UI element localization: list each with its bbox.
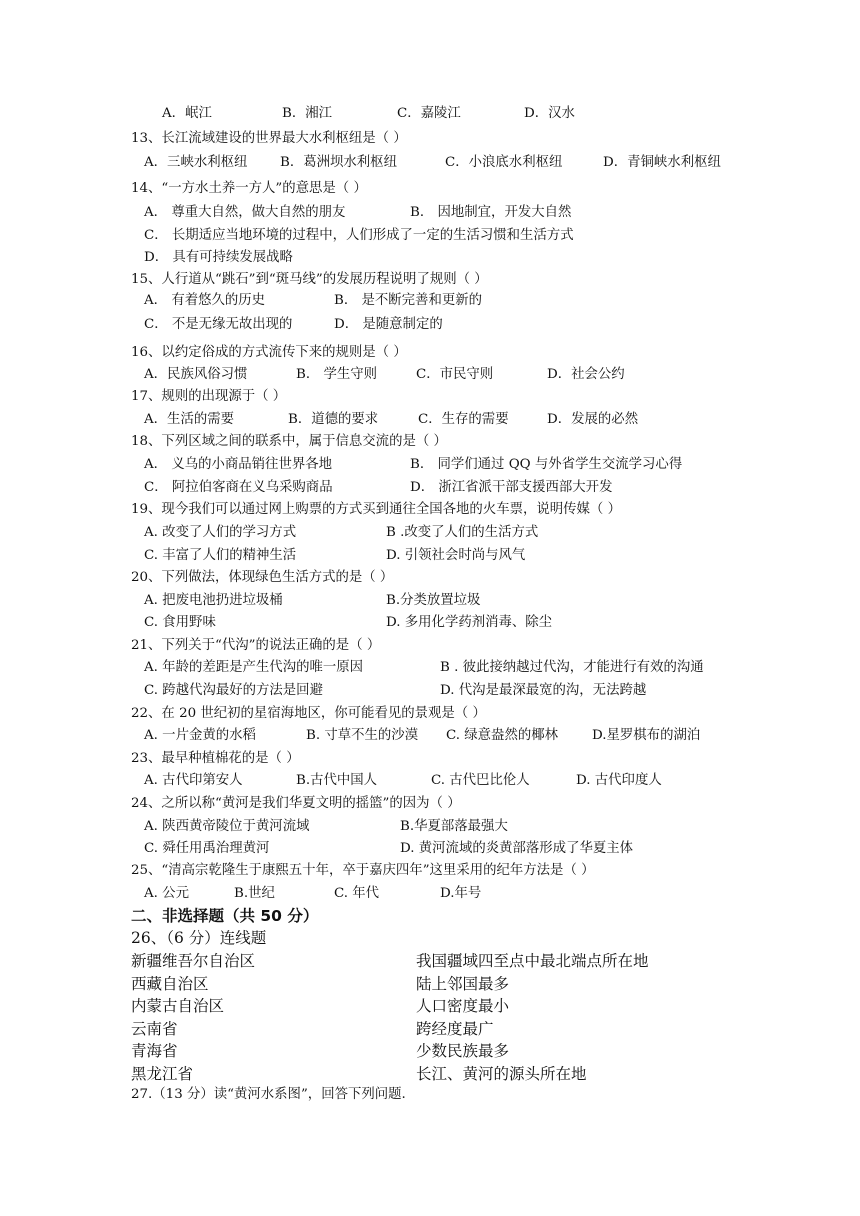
option-d: D． 具有可持续发展战略 <box>144 250 293 265</box>
question-stem: 14、“一方水土养一方人”的意思是（ ） <box>131 181 367 196</box>
option-a: A．三峡水利枢纽 <box>144 155 248 170</box>
question-stem: 13、长江流域建设的世界最大水利枢纽是（ ） <box>131 131 407 146</box>
match-left-item: 青海省 <box>131 1042 178 1060</box>
option-b: B .改变了人们的生活方式 <box>386 525 539 540</box>
option-b: B．湘江 <box>282 106 333 121</box>
question-stem: 22、在 20 世纪初的星宿海地区，你可能看见的景观是（ ） <box>131 706 486 721</box>
option-b: B.古代中国人 <box>296 773 378 788</box>
option-c: C． 长期适应当地环境的过程中，人们形成了一定的生活习惯和生活方式 <box>144 228 574 243</box>
question-stem: 18、下列区域之间的联系中，属于信息交流的是（ ） <box>131 434 447 449</box>
option-d: D.年号 <box>440 886 482 901</box>
option-a: A. 一片金黄的水稻 <box>144 728 256 743</box>
option-d: D. 代沟是最深最宽的沟，无法跨越 <box>440 683 647 698</box>
option-a: A．生活的需要 <box>144 412 235 427</box>
match-right-item: 陆上邻国最多 <box>416 975 510 993</box>
option-d: D．社会公约 <box>547 367 625 382</box>
option-c: C. 年代 <box>334 886 380 901</box>
option-c: C. 绿意盎然的椰林 <box>446 728 559 743</box>
option-c: C．市民守则 <box>416 367 494 382</box>
option-c: C. 丰富了人们的精神生活 <box>144 548 297 563</box>
option-b: B．道德的要求 <box>288 412 379 427</box>
option-a: A．岷江 <box>162 106 212 121</box>
option-c: C． 阿拉伯客商在义乌采购商品 <box>144 480 333 495</box>
question-26-title: 26、（6 分）连线题 <box>131 929 267 947</box>
option-c: C． 不是无缘无故出现的 <box>144 317 293 332</box>
option-a: A. 改变了人们的学习方式 <box>144 525 297 540</box>
option-b: B.华夏部落最强大 <box>400 819 508 834</box>
match-left-item: 云南省 <box>131 1020 178 1038</box>
option-a: A． 尊重大自然，做大自然的朋友 <box>144 205 346 220</box>
option-b: B． 同学们通过 QQ 与外省学生交流学习心得 <box>410 457 683 472</box>
option-d: D． 浙江省派干部支援西部大开发 <box>410 480 613 495</box>
option-a: A. 公元 <box>144 886 189 901</box>
question-stem: 25、“清高宗乾隆生于康熙五十年，卒于嘉庆四年”这里采用的纪年方法是（ ） <box>131 863 595 878</box>
question-stem: 20、下列做法，体现绿色生活方式的是（ ） <box>131 570 394 585</box>
option-a: A. 陕西黄帝陵位于黄河流域 <box>144 819 310 834</box>
match-right-item: 少数民族最多 <box>416 1042 510 1060</box>
question-stem: 15、人行道从“跳石”到“斑马线”的发展历程说明了规则（ ） <box>131 272 488 287</box>
option-d: D. 多用化学药剂消毒、除尘 <box>386 615 553 630</box>
option-d: D．汉水 <box>524 106 575 121</box>
option-b: B．葛洲坝水利枢纽 <box>280 155 397 170</box>
option-a: A. 古代印第安人 <box>144 773 243 788</box>
option-d: D．青铜峡水利枢纽 <box>603 155 721 170</box>
match-right-item: 长江、黄河的源头所在地 <box>416 1065 587 1083</box>
option-a: A. 年龄的差距是产生代沟的唯一原因 <box>144 660 364 675</box>
option-c: C．嘉陵江 <box>397 106 461 121</box>
match-right-item: 人口密度最小 <box>416 997 510 1015</box>
option-a: A． 有着悠久的历史 <box>144 293 266 308</box>
option-d: D．发展的必然 <box>547 412 639 427</box>
match-right-item: 我国疆域四至点中最北端点所在地 <box>416 952 649 970</box>
option-d: D.星罗棋布的湖泊 <box>592 728 701 743</box>
option-b: B. 寸草不生的沙漠 <box>306 728 419 743</box>
option-c: C. 古代巴比伦人 <box>431 773 530 788</box>
option-b: B.分类放置垃圾 <box>386 593 481 608</box>
option-b: B.世纪 <box>234 886 275 901</box>
section-heading: 二、非选择题（共 50 分） <box>131 907 319 925</box>
question-stem: 24、之所以称“黄河是我们华夏文明的摇篮”的因为（ ） <box>131 796 461 811</box>
match-left-item: 西藏自治区 <box>131 975 209 993</box>
option-d: D. 黄河流域的炎黄部落形成了华夏主体 <box>400 841 634 856</box>
option-b: B . 彼此接纳越过代沟，才能进行有效的沟通 <box>440 660 704 675</box>
option-c: C. 舜任用禹治理黄河 <box>144 841 270 856</box>
match-left-item: 黑龙江省 <box>131 1065 194 1083</box>
option-c: C．小浪底水利枢纽 <box>445 155 563 170</box>
match-right-item: 跨经度最广 <box>416 1020 494 1038</box>
option-c: C. 跨越代沟最好的方法是回避 <box>144 683 323 698</box>
option-d: D. 古代印度人 <box>576 773 662 788</box>
question-stem: 23、最早种植棉花的是（ ） <box>131 751 300 766</box>
match-left-item: 新疆维吾尔自治区 <box>131 952 256 970</box>
question-27-stem: 27.（13 分）读“黄河水系图”，回答下列问题. <box>131 1087 406 1102</box>
question-stem: 21、下列关于“代沟”的说法正确的是（ ） <box>131 638 381 653</box>
option-a: A. 把废电池扔进垃圾桶 <box>144 593 283 608</box>
question-stem: 16、以约定俗成的方式流传下来的规则是（ ） <box>131 345 407 360</box>
option-c: C．生存的需要 <box>418 412 509 427</box>
question-stem: 19、现今我们可以通过网上购票的方式买到通往全国各地的火车票，说明传媒（ ） <box>131 502 621 517</box>
option-d: D． 是随意制定的 <box>334 317 443 332</box>
option-b: B． 因地制宜，开发大自然 <box>410 205 572 220</box>
match-left-item: 内蒙古自治区 <box>131 997 225 1015</box>
option-b: B． 是不断完善和更新的 <box>334 293 483 308</box>
question-stem: 17、规则的出现源于（ ） <box>131 389 287 404</box>
option-c: C. 食用野味 <box>144 615 216 630</box>
option-b: B． 学生守则 <box>296 367 378 382</box>
option-a: A．民族风俗习惯 <box>144 367 248 382</box>
option-d: D. 引领社会时尚与风气 <box>386 548 526 563</box>
option-a: A． 义乌的小商品销往世界各地 <box>144 457 333 472</box>
